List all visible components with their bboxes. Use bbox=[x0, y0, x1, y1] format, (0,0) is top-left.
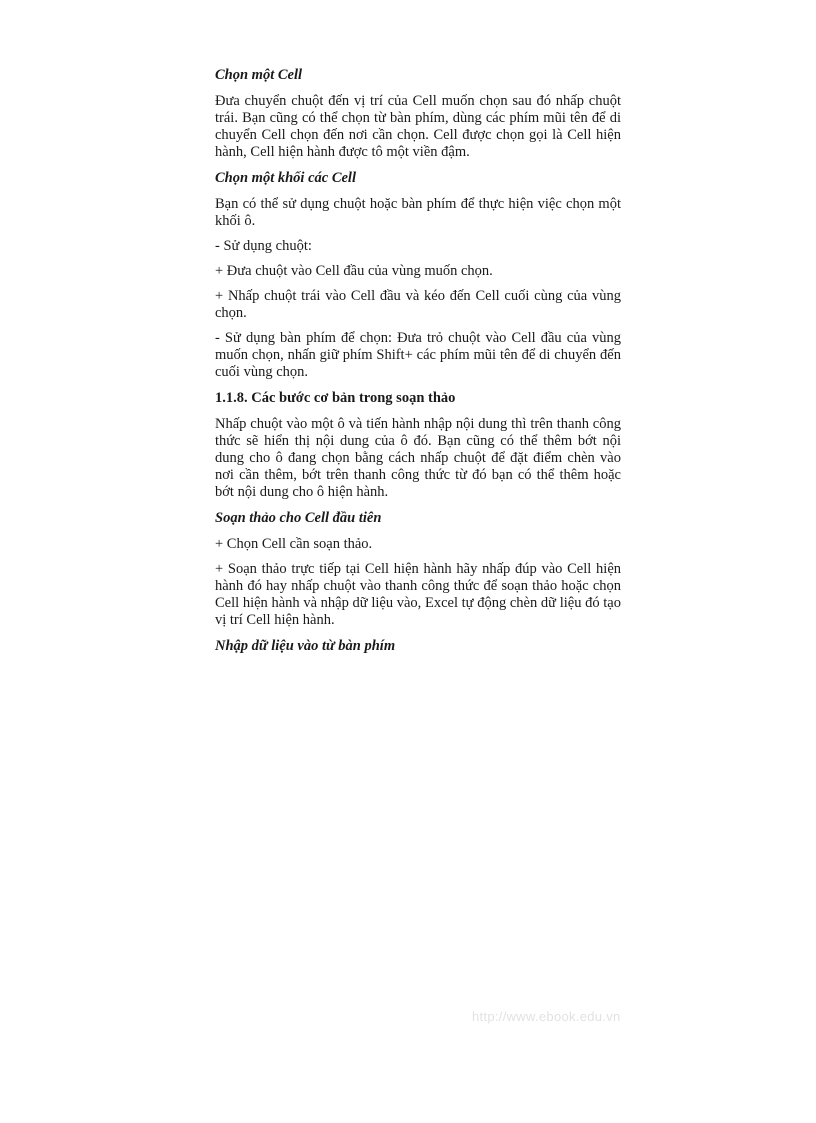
list-item: - Sử dụng bàn phím để chọn: Đưa trỏ chuột vào Cell đầu của vùng muốn chọn, nhấn giữ phím Shift+ các phím mũi tên để di chuyển đến cuối vùng chọn. bbox=[215, 330, 621, 380]
list-item: + Nhấp chuột trái vào Cell đầu và kéo đến Cell cuối cùng của vùng chọn. bbox=[215, 288, 621, 321]
watermark: http://www.ebook.edu.vn bbox=[472, 1009, 621, 1024]
section-heading-select-cell: Chọn một Cell bbox=[215, 67, 303, 83]
section-heading-keyboard-input: Nhập dữ liệu vào từ bàn phím bbox=[215, 638, 396, 654]
list-item: + Chọn Cell cần soạn thảo. bbox=[215, 536, 373, 552]
page-content bbox=[215, 66, 621, 664]
section-heading-edit-first-cell: Soạn thảo cho Cell đầu tiên bbox=[215, 510, 382, 526]
list-item: - Sử dụng chuột: bbox=[215, 238, 312, 254]
list-item: + Soạn thảo trực tiếp tại Cell hiện hành hãy nhấp đúp vào Cell hiện hành đó hay nhấp chuột vào thanh công thức để soạn thảo hoặc chọn Cell hiện hành và nhập dữ liệu vào, Excel tự động chèn dữ liệu đó tạo vị trí Cell hiện hành. bbox=[215, 561, 621, 628]
list-item: + Đưa chuột vào Cell đầu của vùng muốn chọn. bbox=[215, 263, 493, 279]
paragraph: Đưa chuyển chuột đến vị trí của Cell muốn chọn sau đó nhấp chuột trái. Bạn cũng có thể chọn từ bàn phím, dùng các phím mũi tên để di chuyển Cell chọn đến nơi cần chọn. Cell được chọn gọi là Cell hiện hành, Cell hiện hành được tô một viền đậm. bbox=[215, 93, 621, 160]
paragraph: Nhấp chuột vào một ô và tiến hành nhập nội dung thì trên thanh công thức sẽ hiển thị nội dung của ô đó. Bạn cũng có thể thêm bớt nội dung cho ô đang chọn bằng cách nhấp chuột để đặt điểm chèn vào nơi cần thêm, bớt trên thanh công thức từ đó bạn có thể thêm hoặc bớt nội dung cho ô hiện hành. bbox=[215, 416, 621, 500]
section-heading-select-block: Chọn một khối các Cell bbox=[215, 170, 356, 186]
section-heading-basic-steps: 1.1.8. Các bước cơ bản trong soạn thảo bbox=[215, 390, 456, 406]
paragraph: Bạn có thể sử dụng chuột hoặc bàn phím để thực hiện việc chọn một khối ô. bbox=[215, 196, 621, 229]
